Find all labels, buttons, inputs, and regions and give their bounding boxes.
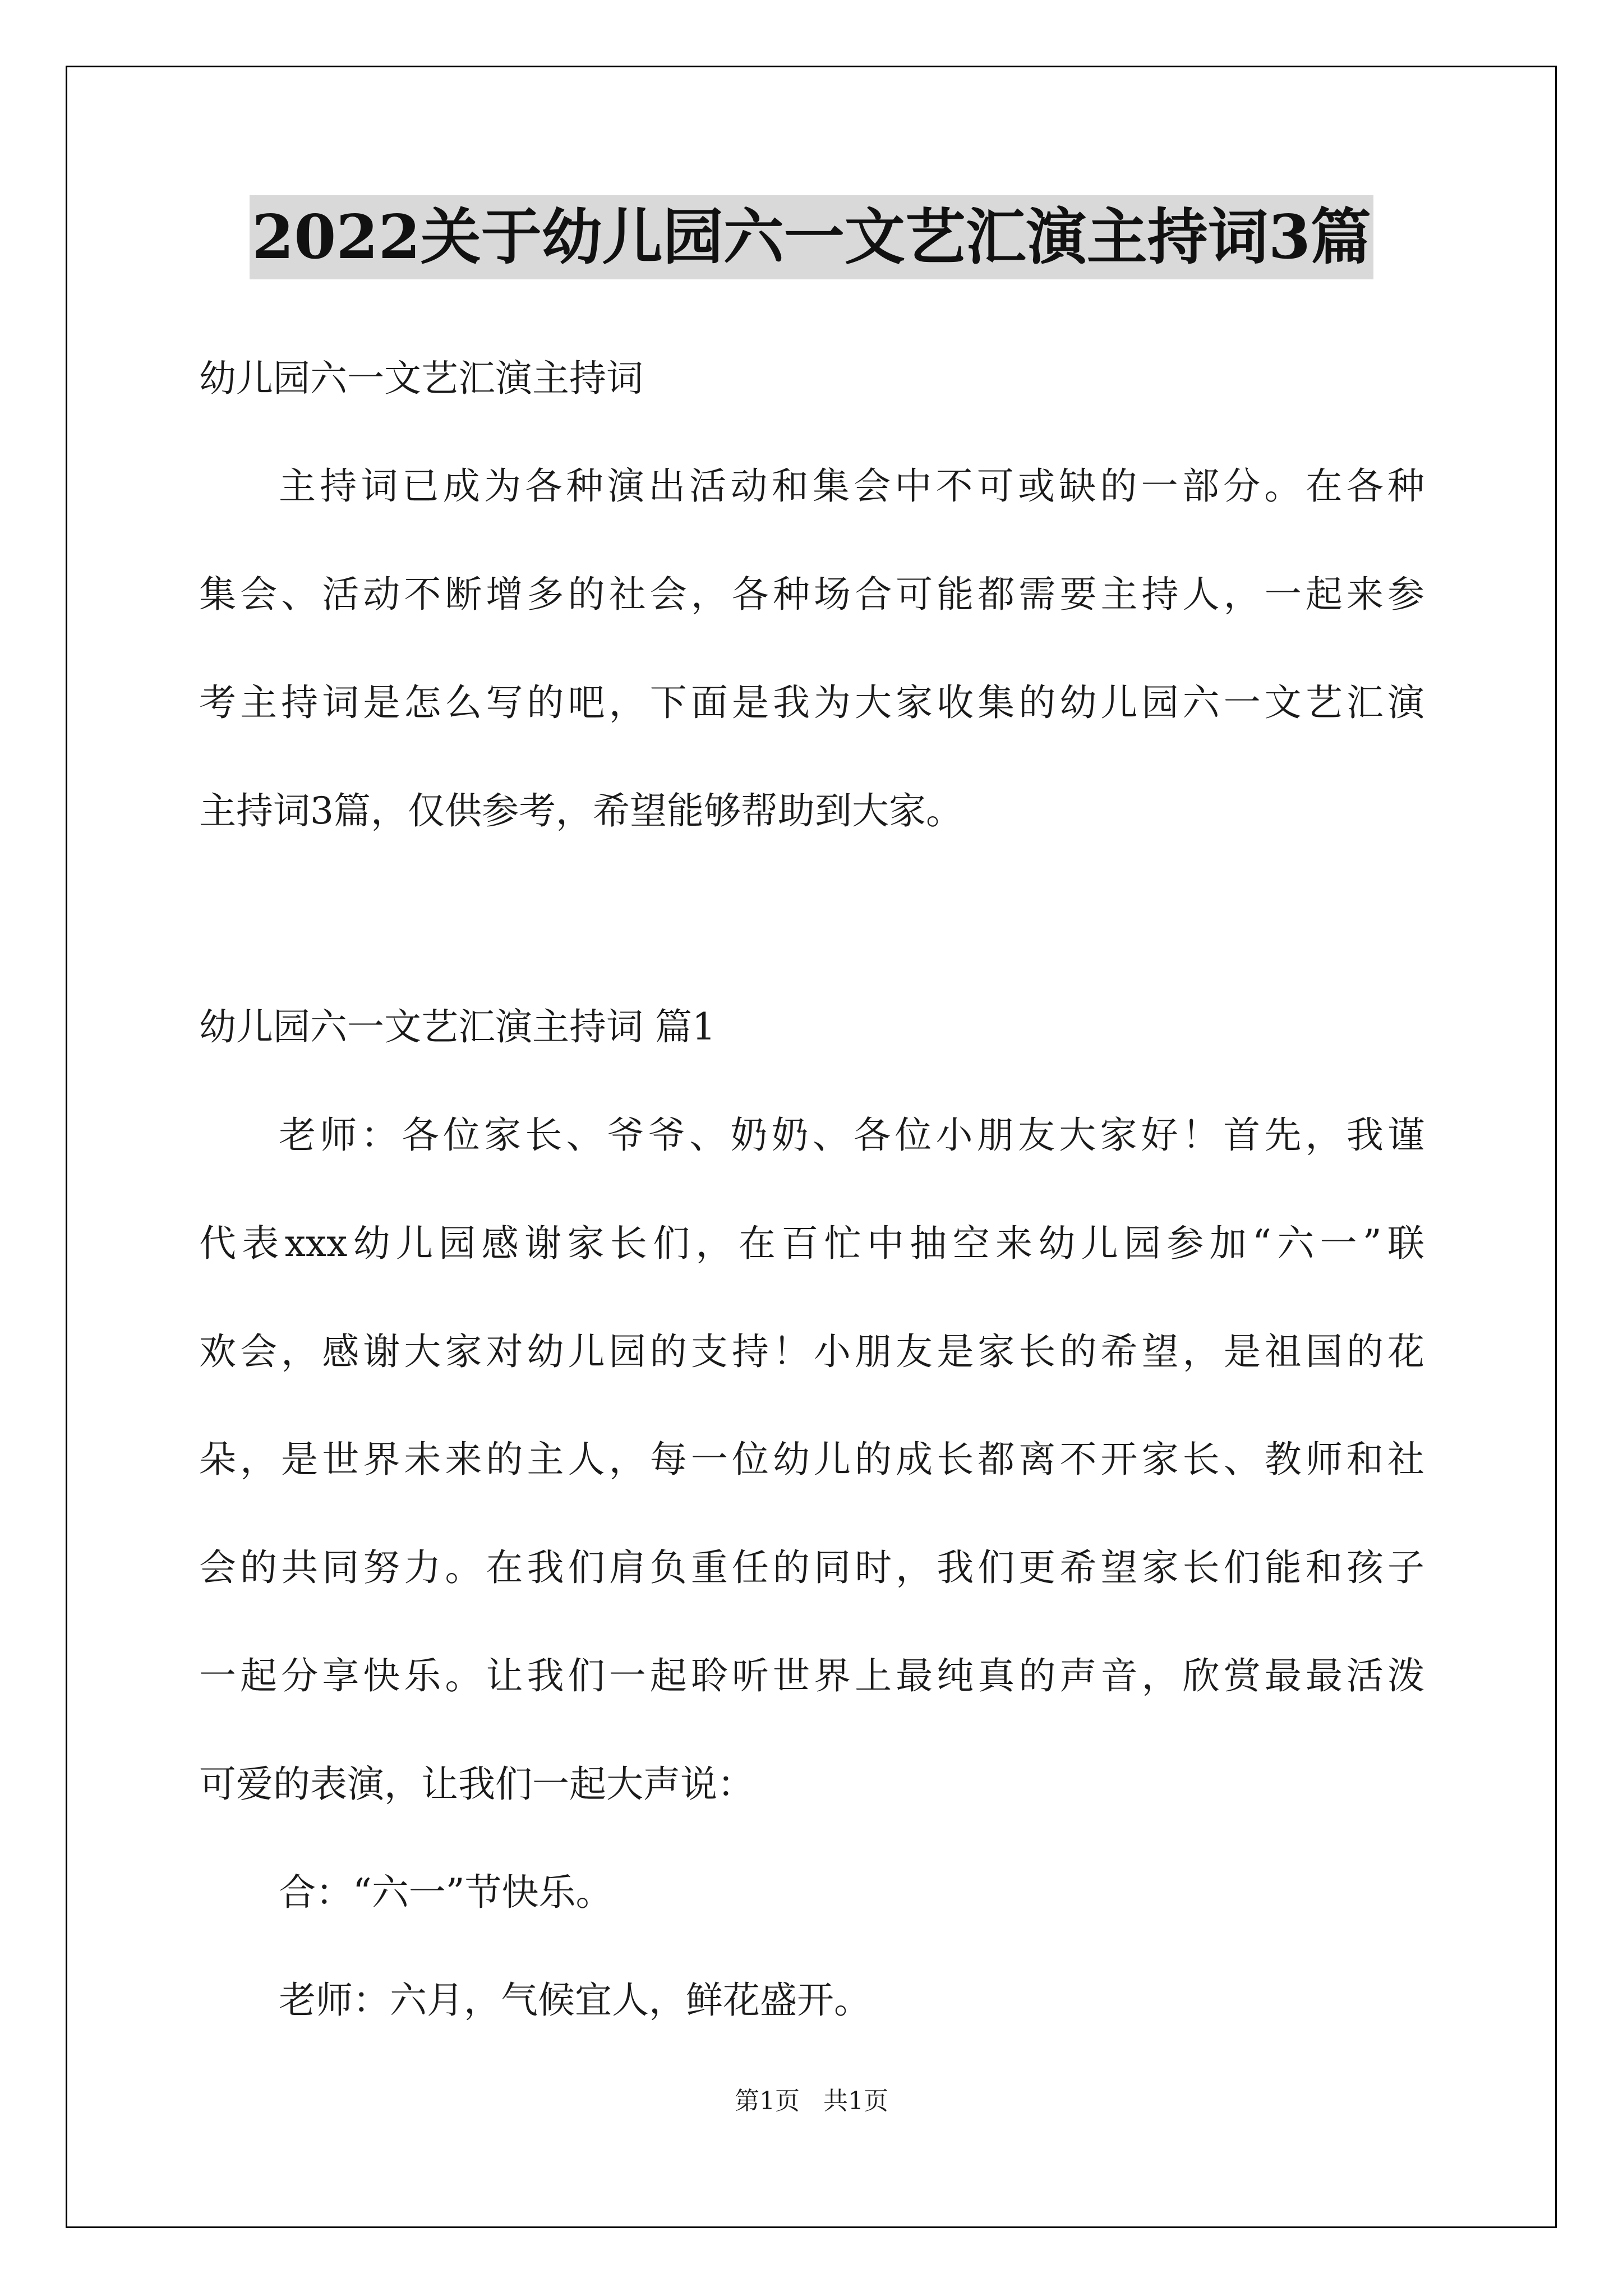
paragraph-line: 老师：各位家长、爷爷、奶奶、各位小朋友大家好！首先，我谨 (279, 1114, 1424, 1157)
page-footer: 第1页 共1页 (735, 2087, 888, 2115)
document-title (0, 195, 1623, 279)
paragraph-line: 可爱的表演，让我们一起大声说： (199, 1763, 754, 1806)
paragraph-line: 考主持词是怎么写的吧，下面是我为大家收集的幼儿园六一文艺汇演 (199, 681, 1424, 724)
section-heading: 幼儿园六一文艺汇演主持词 (199, 357, 643, 400)
paragraph-line: 朵，是世界未来的主人，每一位幼儿的成长都离不开家长、教师和社 (199, 1438, 1424, 1481)
paragraph-line: 集会、活动不断增多的社会，各种场合可能都需要主持人，一起来参 (199, 573, 1424, 616)
document-title-text: 2022关于幼儿园六一文艺汇演主持词3篇 (250, 195, 1373, 279)
paragraph-line: 会的共同努力。在我们肩负重任的同时，我们更希望家长们能和孩子 (199, 1546, 1424, 1589)
paragraph-line: 主持词3篇，仅供参考，希望能够帮助到大家。 (199, 789, 963, 832)
section-heading: 幼儿园六一文艺汇演主持词 篇1 (199, 1005, 716, 1048)
paragraph-line: 欢会，感谢大家对幼儿园的支持！小朋友是家长的希望，是祖国的花 (199, 1330, 1424, 1373)
paragraph-line: 代表xxx幼儿园感谢家长们，在百忙中抽空来幼儿园参加“六一”联 (199, 1222, 1424, 1265)
paragraph-line: 一起分享快乐。让我们一起聆听世界上最纯真的声音，欣赏最最活泼 (199, 1654, 1424, 1697)
paragraph-line: 主持词已成为各种演出活动和集会中不可或缺的一部分。在各种 (279, 464, 1424, 508)
paragraph-line: 老师：六月，气候宜人，鲜花盛开。 (279, 1978, 871, 2022)
paragraph-line: 合：“六一”节快乐。 (279, 1871, 613, 1914)
